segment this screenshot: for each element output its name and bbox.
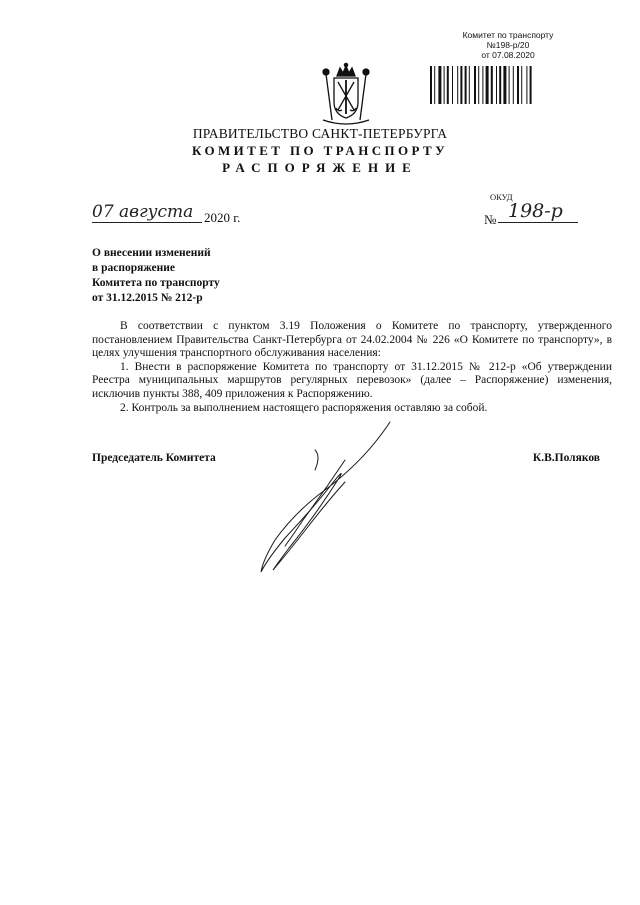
barcode-bar xyxy=(496,66,497,104)
date-year: 2020 г. xyxy=(204,210,241,225)
government-title: ПРАВИТЕЛЬСТВО САНКТ-ПЕТЕРБУРГА xyxy=(192,126,448,141)
barcode-bar xyxy=(521,66,522,104)
subject-line: от 31.12.2015 № 212-р xyxy=(92,292,203,304)
barcode-bar xyxy=(469,66,470,104)
barcode-bar xyxy=(509,66,510,104)
subject-line: Комитета по транспорту xyxy=(92,277,220,289)
document-number xyxy=(484,200,574,232)
item-2-paragraph: 2. Контроль за выполнением настоящего распоряжения оставляю за собой. xyxy=(120,401,488,414)
barcode-bar xyxy=(499,66,501,104)
stamp-committee: Комитет по транспорту xyxy=(462,30,554,40)
subject-line: в распоряжение xyxy=(92,262,175,274)
document-date xyxy=(92,202,292,232)
preamble-paragraph: В соответствии с пунктом 3.19 Положения о Комитете по транспорту, утвержденного постановлением Правительства Санкт-Петербурга от 24.02.2004 № 226 «О Комитете по транспорту», в целях улучшения транспортного обслуживания населения: xyxy=(92,320,612,360)
barcode-bar xyxy=(503,66,506,104)
number-sign: № xyxy=(484,212,497,227)
barcode-bar xyxy=(444,66,445,104)
item-1-paragraph: 1. Внести в распоряжение Комитета по транспорту от 31.12.2015 № 212-р «Об утверждении Реестра муниципальных маршрутов регулярных перевозок» (далее – Распоряжение) изменения, исключив пункты 388, 409 приложения к Распоряжению. xyxy=(92,360,612,400)
document-subject xyxy=(92,246,220,306)
handwritten-number: 198-р xyxy=(498,200,578,223)
barcode-bar xyxy=(460,66,462,104)
barcode-bar xyxy=(478,66,479,104)
barcode-bar xyxy=(486,66,489,104)
barcode-bar xyxy=(430,66,432,104)
document-body xyxy=(92,320,612,415)
barcode-bar xyxy=(530,66,532,104)
stamp-date: от 07.08.2020 xyxy=(481,50,535,60)
handwritten-date: 07 августа xyxy=(92,202,202,223)
document-type: РАСПОРЯЖЕНИЕ xyxy=(222,160,418,175)
barcode-bar xyxy=(482,66,483,104)
barcode xyxy=(430,66,570,104)
stamp-number: №198-р/20 xyxy=(486,40,530,50)
barcode-bar xyxy=(447,66,449,104)
barcode-bar xyxy=(452,66,453,104)
committee-title: КОМИТЕТ ПО ТРАНСПОРТУ xyxy=(191,143,449,158)
barcode-bar xyxy=(526,66,527,104)
coat-of-arms-icon xyxy=(318,62,374,128)
signatory-name: К.В.Поляков xyxy=(532,452,600,464)
barcode-bar xyxy=(457,66,458,104)
barcode-bar xyxy=(434,66,435,104)
barcode-bar xyxy=(465,66,467,104)
handwritten-signature xyxy=(255,420,395,580)
barcode-bar xyxy=(513,66,514,104)
barcode-bar xyxy=(474,66,476,104)
barcode-bar xyxy=(491,66,493,104)
okud-label: ОКУД xyxy=(490,192,513,202)
registration-stamp xyxy=(446,30,570,60)
signatory-position: Председатель Комитета xyxy=(92,452,216,464)
barcode-bar xyxy=(517,66,519,104)
subject-line: О внесении изменений xyxy=(92,247,211,259)
barcode-bar xyxy=(438,66,441,104)
